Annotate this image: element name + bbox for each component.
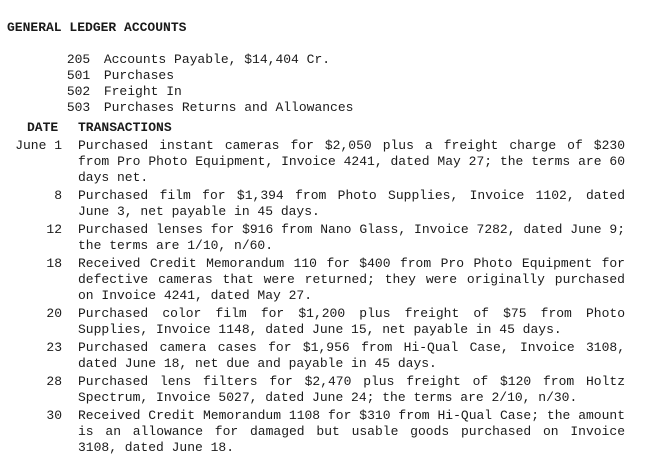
date-column-header: DATE bbox=[27, 120, 59, 135]
transaction-row bbox=[0, 374, 671, 406]
transaction-row bbox=[0, 340, 671, 372]
transaction-list bbox=[0, 138, 671, 458]
transaction-date: 28 bbox=[46, 374, 62, 389]
account-number: 501 bbox=[66, 68, 91, 83]
transaction-description: Purchased color film for $1,200 plus freight of $75 from Photo Supplies, Invoice 1148, dated June 15, net payable in 45 days. bbox=[78, 306, 625, 337]
account-list bbox=[20, 36, 354, 115]
transaction-date: 30 bbox=[46, 408, 62, 423]
transaction-row bbox=[0, 256, 671, 304]
transactions-column-header: TRANSACTIONS bbox=[78, 120, 172, 135]
transaction-description: Purchased instant cameras for $2,050 plus a freight charge of $230 from Pro Photo Equipment, Invoice 4241, dated May 27; the terms are 60 days net. bbox=[78, 138, 625, 185]
transaction-row bbox=[0, 306, 671, 338]
transaction-row bbox=[0, 188, 671, 220]
transaction-date: June 1 bbox=[15, 138, 62, 153]
account-row bbox=[20, 36, 353, 67]
transaction-date: 23 bbox=[46, 340, 62, 355]
transaction-description: Purchased camera cases for $1,956 from Hi-Qual Case, Invoice 3108, dated June 18, net due and payable in 45 days. bbox=[78, 340, 625, 371]
account-number: 503 bbox=[66, 100, 91, 115]
transaction-row bbox=[0, 138, 671, 186]
transaction-description: Received Credit Memorandum 110 for $400 from Pro Photo Equipment for defective cameras that were returned; they were originally purchased on Invoice 4241, dated May 27. bbox=[78, 256, 625, 303]
transaction-date: 20 bbox=[46, 306, 62, 321]
transaction-row bbox=[0, 408, 671, 456]
transaction-description: Purchased lenses for $916 from Nano Glass, Invoice 7282, dated June 9; the terms are 1/10, n/60. bbox=[78, 222, 625, 253]
transaction-date: 12 bbox=[46, 222, 62, 237]
account-name: Accounts Payable, $14,404 Cr. bbox=[103, 52, 331, 67]
account-name: Purchases Returns and Allowances bbox=[103, 100, 354, 115]
account-name: Freight In bbox=[103, 84, 182, 99]
account-number: 502 bbox=[66, 84, 91, 99]
transaction-row bbox=[0, 222, 671, 254]
general-ledger-heading: GENERAL LEDGER ACCOUNTS bbox=[7, 20, 187, 35]
transaction-description: Received Credit Memorandum 1108 for $310 from Hi-Qual Case; the amount is an allowance for damaged but usable goods purchased on Invoice 3108, dated June 18. bbox=[78, 408, 625, 455]
transaction-description: Purchased lens filters for $2,470 plus freight of $120 from Holtz Spectrum, Invoice 5027, dated June 24; the terms are 2/10, n/30. bbox=[78, 374, 625, 405]
account-name: Purchases bbox=[103, 68, 175, 83]
transaction-description: Purchased film for $1,394 from Photo Supplies, Invoice 1102, dated June 3, net payable in 45 days. bbox=[78, 188, 625, 219]
transaction-date: 8 bbox=[54, 188, 62, 203]
account-number: 205 bbox=[66, 52, 91, 67]
transaction-date: 18 bbox=[46, 256, 62, 271]
